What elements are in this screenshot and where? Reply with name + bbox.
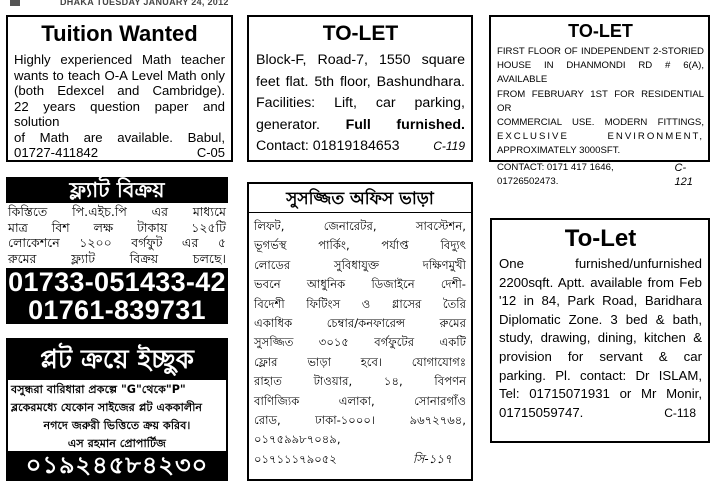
ad-phone: ০১৯২৪৫৮৪২৩০ [8, 451, 226, 479]
ad-code: C-05 [196, 145, 225, 160]
ad-text-line: ব্লকেরমধ্যে যেকোন সাইজের প্লট এককালীন [11, 401, 203, 414]
ad-plot-purchase [6, 338, 228, 481]
ad-tuition-wanted [6, 15, 233, 162]
page-header-strip [0, 0, 716, 8]
ad-text-line: COMMERCIAL USE. MODERN FITTINGS, [497, 117, 704, 129]
ad-text-line: সুসজ্জিত ৩০১৫ বর্গফুটের একটি [254, 335, 466, 350]
ad-text-line: Facilities: Lift, car parking, [256, 95, 465, 111]
ad-text-line: '12 in 84, Park Road, Baridhara [499, 293, 702, 309]
ad-title: TO-LET [568, 21, 633, 41]
ad-text-line: ফ্লোর ভাড়া হবে। যোগাযোগঃ [254, 354, 466, 369]
ad-text-line: parking. Pl. contact: Dr ISLAM, [499, 367, 702, 383]
ad-flat-sale [6, 177, 228, 325]
ad-text-line: FIRST FLOOR OF INDEPENDENT 2-STORIED [497, 46, 704, 57]
ad-phone: 01761-839731 [28, 295, 206, 325]
ad-phone: 01715059747. [499, 404, 584, 420]
ad-text-line: Tel: 01715071931 or Mr Monir, [499, 386, 702, 402]
ad-contact: CONTACT: 0171 417 1646, 01726502473. [497, 161, 614, 187]
ad-text-line: APPROXIMATELY 3000SFT. [497, 145, 621, 157]
ad-text-line: ০১৭৫৯৯৮৭০৪৯, [254, 432, 341, 447]
ad-text-line: ভবনে আধুনিক ডিজাইনে দেশী- [254, 277, 466, 292]
ad-text-line: একাধিক চেম্বার/কনফারেন্স রুমের [254, 316, 466, 331]
ad-text-line: HOUSE IN DHANMONDI RD # 6(A), AVAILABLE [497, 60, 704, 86]
ad-text-line: মাত্র বিশ লক্ষ টাকায় ১২৫টি [8, 219, 226, 235]
ad-text-line: EXCLUSIVE ENVIRONMENT, [497, 131, 704, 143]
ad-code: C-121 [674, 161, 693, 188]
ad-code: C-119 [433, 139, 465, 153]
ad-code: সি-১১৭ [412, 451, 452, 466]
ad-text-line: (both Edexcel and Cambridge). [14, 83, 225, 98]
ad-title: সুসজ্জিত অফিস ভাড়া [249, 186, 471, 213]
ad-text-line: Highly experienced Math teacher [14, 52, 225, 67]
ad-office-rent [247, 182, 473, 481]
ad-text-line: নগদে জরুরী ভিত্তিতে ক্রয় করিব। [43, 419, 191, 432]
ad-phone: 01733-051433-42 [8, 267, 226, 297]
ad-text-line: রাহাত টাওয়ার, ১৪, বিপণন [254, 374, 466, 389]
header-dateline: DHAKA TUESDAY JANUARY 24, 2012 [60, 0, 229, 7]
ad-text-line: study, drawing, dining, kitchen & [499, 330, 702, 346]
ad-text-line: এস রহমান প্রোপার্টিজ [67, 437, 167, 450]
ad-text-line: 22 years question paper and solution [14, 98, 225, 129]
ad-title: Tuition Wanted [41, 21, 198, 46]
ad-code: C-118 [664, 405, 696, 420]
header-marker [10, 0, 20, 6]
ad-text-line: Diplomatic Zone. 3 bed & bath, [499, 311, 702, 327]
ad-phone: 01727-411842 [14, 145, 99, 160]
ad-text-line: Block-F, Road-7, 1550 square [256, 52, 465, 68]
ad-text-line: FROM FEBRUARY 1ST FOR RESIDENTIAL OR [497, 88, 704, 114]
ad-text-line: ভূগর্ভস্থ পার্কিং, পর্যাপ্ত বিদ্যুৎ [254, 238, 466, 253]
ad-title: To-Let [564, 225, 637, 252]
ad-contact: Contact: 01819184653 [256, 138, 400, 154]
ad-text-line: লোডের সুবিধাযুক্ত দক্ষিণমুখী [254, 257, 466, 272]
ad-text-line: provision for servant & car [499, 348, 702, 364]
ad-text-line: বিদেশী ফিটিংস ও গ্লাসের তৈরি [254, 296, 466, 311]
ad-text-bold: Full furnished. [345, 116, 465, 133]
ad-text-plain: generator. [256, 116, 320, 133]
ad-phone: ০১৭১১১৭৯০৫২ [254, 451, 337, 466]
ad-text-line: লোকেশনে ১২০০ বর্গফুট এর ৫ [8, 235, 226, 250]
ad-text-line: লিফট, জেনারেটর, সাবস্টেশন, [254, 219, 466, 233]
ad-text-line: feet flat. 5th floor, Bashundhara. [256, 73, 465, 90]
ad-text-line: রোড, ঢাকা-১০০০। ৯৬৭২৭৬৪, [254, 413, 466, 428]
ad-text-line: 2200sqft. Aptt. available from Feb [499, 274, 702, 290]
ad-text-line: of Math are available. Babul, [14, 129, 225, 145]
ad-title: TO-LET [322, 22, 399, 45]
ad-to-let-baridhara [490, 218, 710, 443]
ad-title-banner: ফ্ল্যাট বিক্রয় [6, 177, 228, 203]
ad-text-line [256, 115, 465, 137]
ad-to-let-bashundhara [247, 15, 473, 162]
ad-text-line: বসুন্ধরা বারিধারা প্রকল্পে "G"থেকে"P" [11, 383, 186, 396]
ad-phone-block [6, 268, 228, 324]
ad-to-let-dhanmondi [489, 15, 710, 188]
ad-text-line: One furnished/unfurnished [499, 256, 702, 271]
ad-text-line: wants to teach O-A Level Math only [14, 67, 225, 83]
ad-text-line: কিস্তিতে পি.এইচ.পি এর মাধ্যমে [8, 204, 226, 219]
ad-title-banner: প্লট ক্রয়ে ইচ্ছুক [8, 340, 226, 380]
ad-text-line: বাণিজ্যিক এলাকা, সোনারগাঁও [254, 393, 466, 408]
ad-text-line: রুমের ফ্ল্যাট বিক্রয় চলছে। [8, 250, 226, 266]
